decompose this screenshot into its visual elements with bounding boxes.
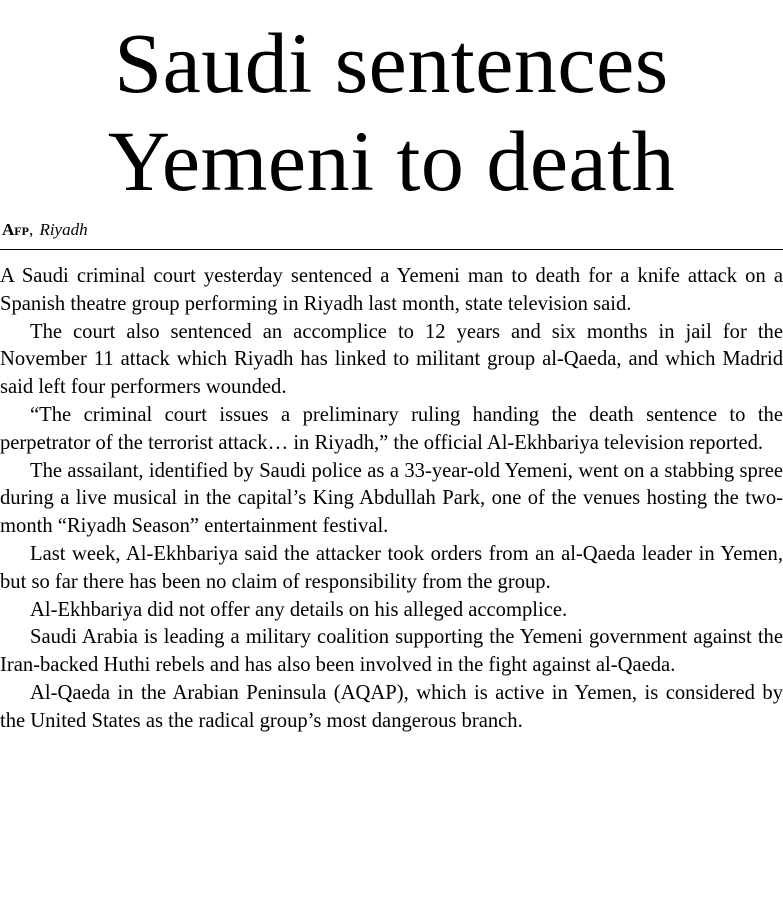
byline — [2, 220, 783, 240]
headline — [0, 0, 783, 210]
article-paragraph-6: Al-Ekhbariya did not offer any details on his alleged accomplice. — [30, 598, 568, 621]
article-paragraph-8: Al-Qaeda in the Arabian Peninsula (AQAP), which is active in Yemen, is considered by the United States as the radical group’s most dangerous branch. — [0, 681, 783, 732]
article-paragraph-5: Last week, Al-Ekhbariya said the attacker took orders from an al-Qaeda leader in Yemen, but so far there has been no claim of responsibility from the group. — [0, 542, 783, 593]
article-paragraph-7: Saudi Arabia is leading a military coalition supporting the Yemeni government against the Iran-backed Huthi rebels and has also been involved in the fight against al-Qaeda. — [0, 626, 783, 677]
divider-rule — [0, 249, 783, 250]
article-body — [0, 263, 783, 736]
headline-line-1: Saudi sentences — [114, 15, 669, 111]
article-paragraph-1: A Saudi criminal court yesterday sentenced a Yemeni man to death for a knife attack on a Spanish theatre group performing in Riyadh last month, state television said. — [0, 265, 783, 315]
article-paragraph-3: “The criminal court issues a preliminary ruling handing the death sentence to the perpetrator of the terrorist attack… in Riyadh,” the official Al-Ekhbariya television reported. — [0, 403, 783, 454]
article-paragraph-2: The court also sentenced an accomplice to 12 years and six months in jail for the November 11 attack which Riyadh has linked to militant group al-Qaeda, and which Madrid said left four performers wounded. — [0, 320, 783, 399]
byline-place: Riyadh — [39, 220, 88, 239]
byline-separator: , — [28, 220, 34, 239]
article-paragraph-4: The assailant, identified by Saudi police as a 33-year-old Yemeni, went on a stabbing spree during a live musical in the capital’s King Abdullah Park, one of the venues hosting the two-month “Riyadh Season” entertainment festival. — [0, 459, 783, 538]
headline-line-2: Yemeni to death — [107, 113, 676, 209]
byline-agency: Afp — [2, 220, 29, 239]
